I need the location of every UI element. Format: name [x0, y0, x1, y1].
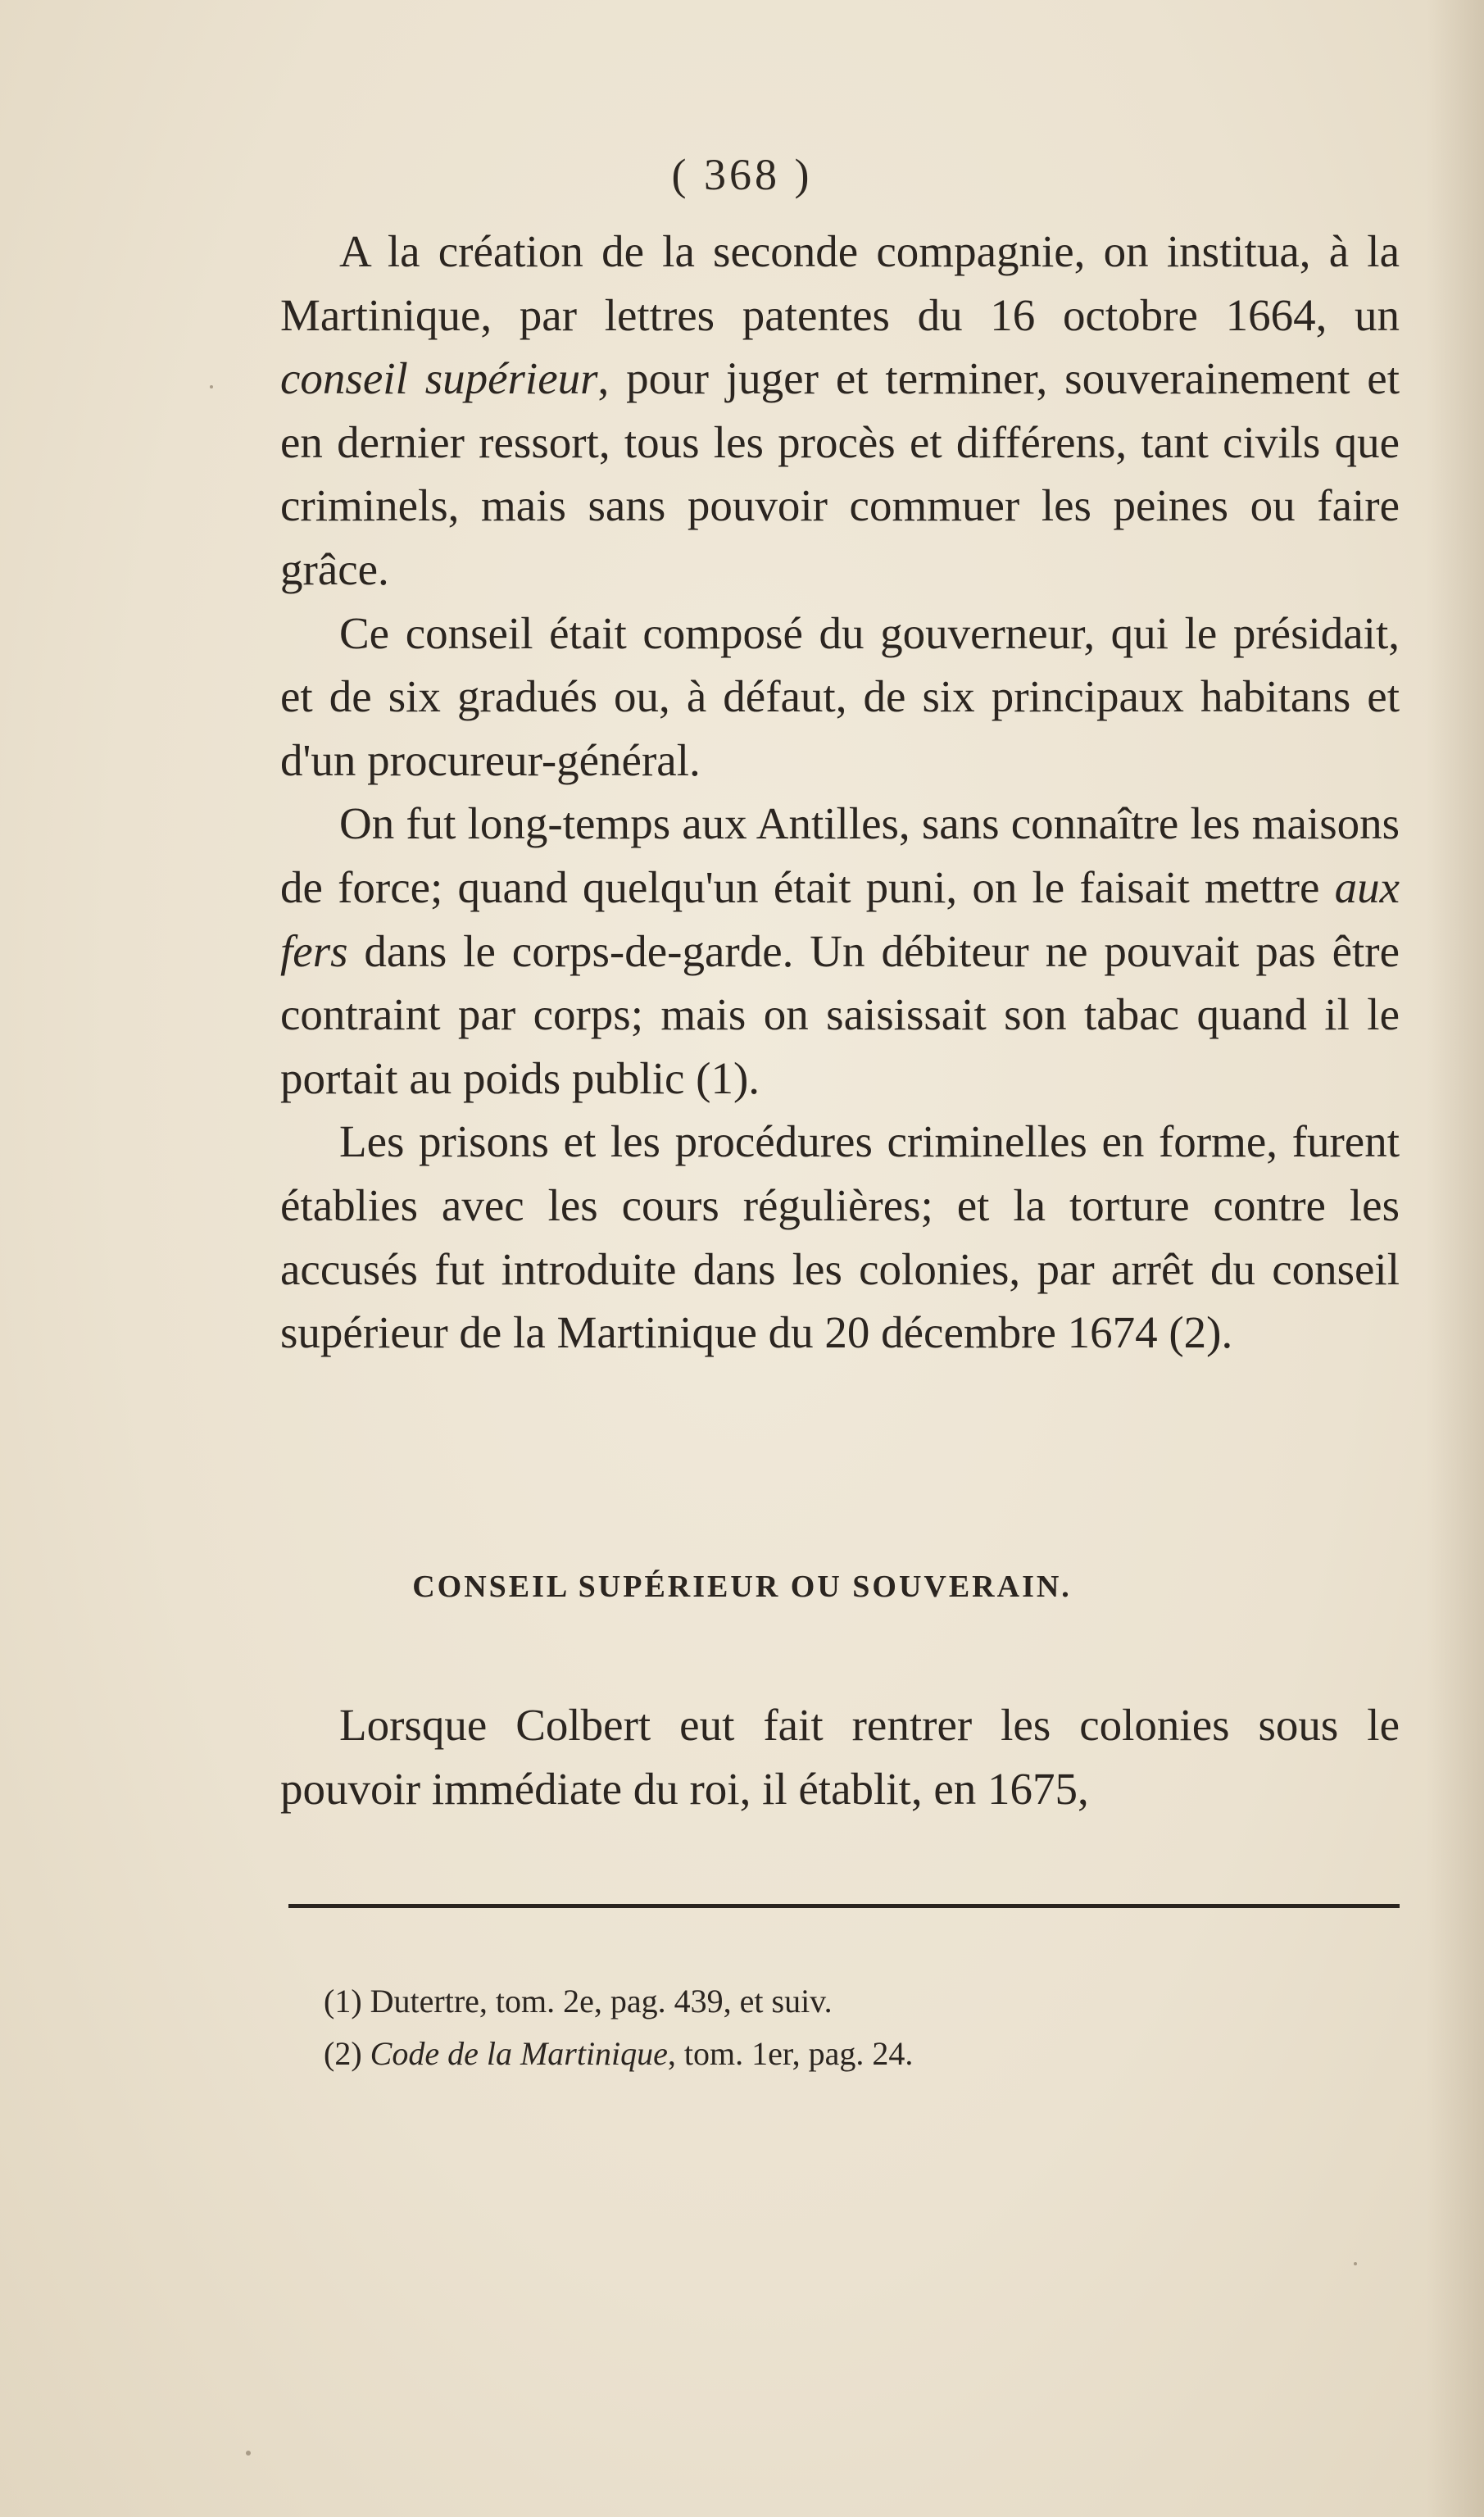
- paragraph-1: [280, 220, 1400, 602]
- footnote-1-text: Dutertre, tom. 2e, pag. 439, et suiv.: [370, 1983, 833, 2020]
- paper-speck: [1354, 2262, 1357, 2265]
- section-paragraph: Lorsque Colbert eut fait rentrer les colonies sous le pouvoir immédiate du roi, il établit, en 1675,: [280, 1700, 1400, 1814]
- footnotes: [324, 1975, 1389, 2080]
- footnote-1: [324, 1975, 1389, 2028]
- paragraph-3-text-b: dans le corps-de-garde. Un débiteur ne pouvait pas être contraint par corps; mais on saisissait son tabac quand il le portait au poids public (1).: [280, 925, 1400, 1103]
- paragraph-3: [280, 792, 1400, 1110]
- paragraph-1-italic: conseil supérieur: [280, 353, 598, 404]
- page-edge-shadow: [1427, 0, 1484, 2517]
- footnote-2: [324, 2028, 1389, 2080]
- page-number: ( 368 ): [671, 150, 813, 199]
- footnote-2-text: , tom. 1er, pag. 24.: [667, 2035, 914, 2072]
- main-text: [280, 220, 1400, 1365]
- paragraph-1-text-a: A la création de la seconde compagnie, on institua, à la Martinique, par lettres patentes du 16 octobre 1664, un: [280, 226, 1400, 340]
- paragraph-3-italic: aux fers: [280, 861, 1400, 976]
- paper-speck: [210, 385, 213, 388]
- paper-speck: [246, 2451, 251, 2456]
- section-heading: CONSEIL SUPÉRIEUR OU SOUVERAIN.: [412, 1570, 1072, 1604]
- section-text: [280, 1693, 1400, 1820]
- paragraph-2: Ce conseil était composé du gouverneur, qui le présidait, et de six gradués ou, à défaut, de six principaux habitans et d'un procureur-général.: [280, 607, 1400, 785]
- paragraph-4: Les prisons et les procédures criminelles en forme, furent établies avec les cours régulières; et la torture contre les accusés fut introduite dans les colonies, par arrêt du conseil supérieur de la Martinique du 20 décembre 1674 (2).: [280, 1116, 1400, 1358]
- paragraph-3-text-a: On fut long-temps aux Antilles, sans connaître les maisons de force; quand quelqu'un était puni, on le faisait mettre: [280, 798, 1400, 912]
- footnote-2-marker: (2): [324, 2035, 362, 2072]
- paragraph-1-text-b: , pour juger et terminer, souverainement et en dernier ressort, tous les procès et différens, tant civils que criminels, mais sans pouvoir commuer les peines ou faire grâce.: [280, 353, 1400, 594]
- footnote-divider: [288, 1904, 1400, 1908]
- footnote-1-marker: (1): [324, 1983, 362, 2020]
- footnote-2-italic: Code de la Martinique: [370, 2035, 668, 2072]
